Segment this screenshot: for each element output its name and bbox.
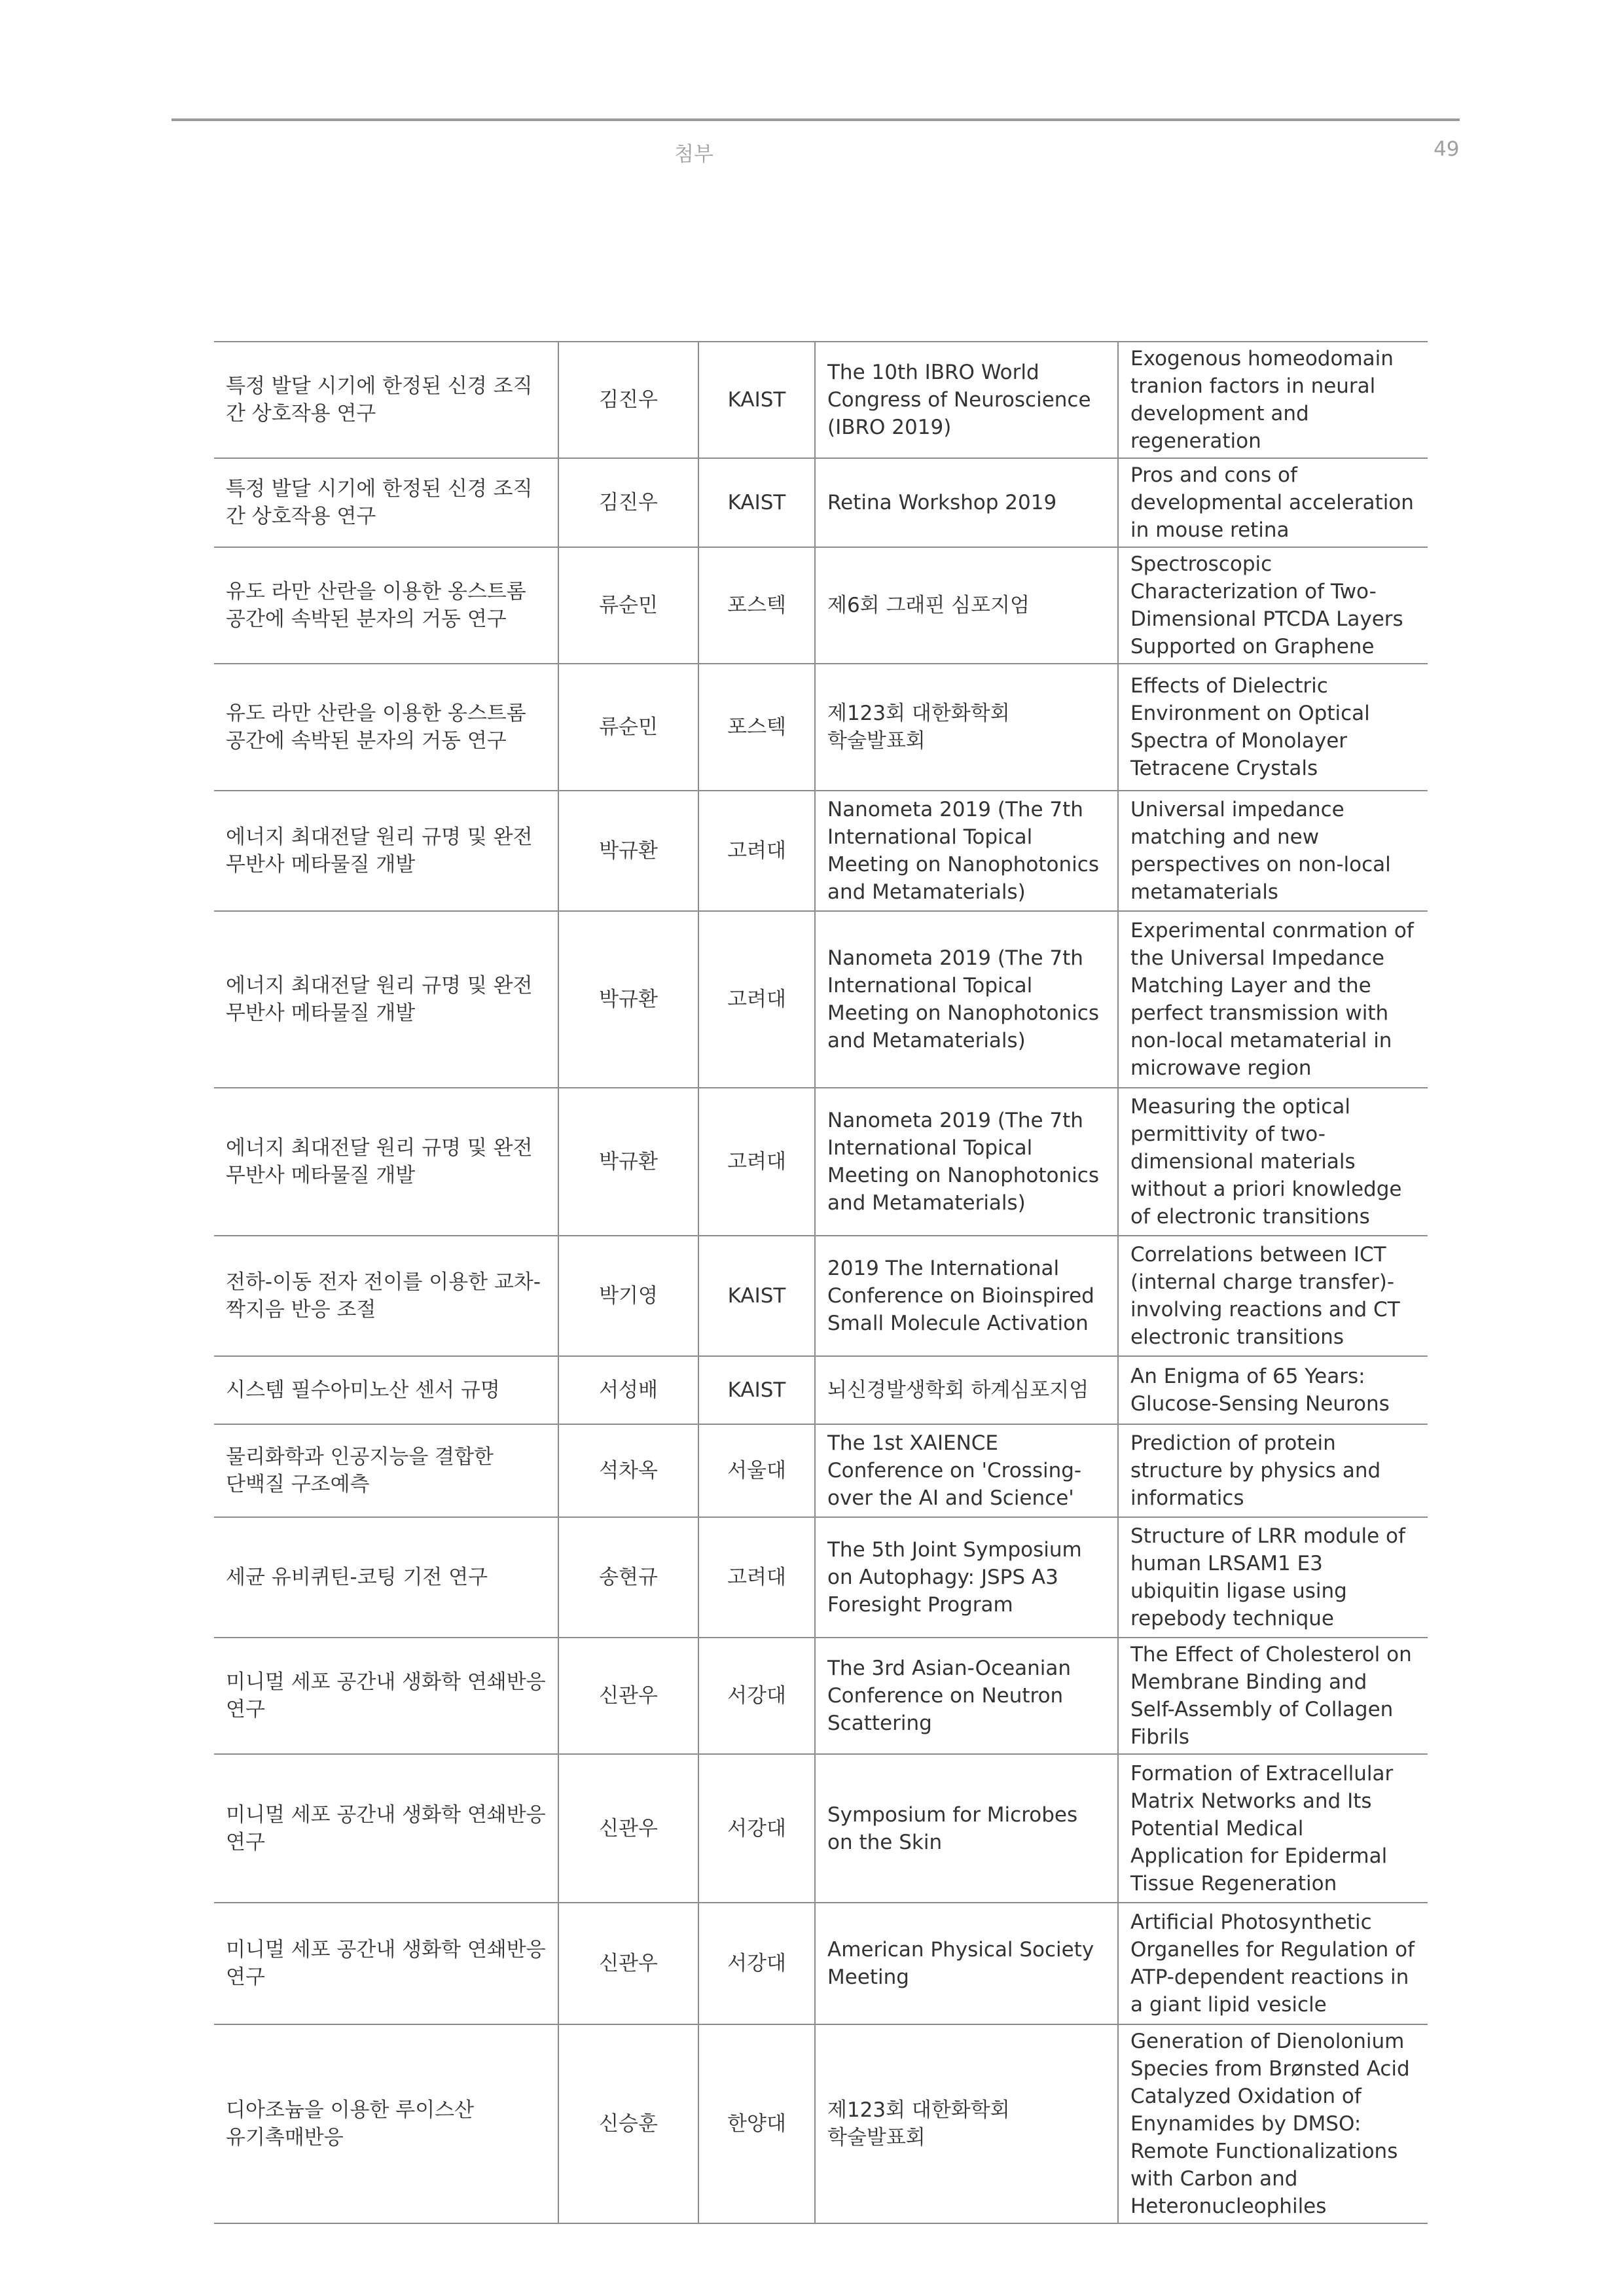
researcher-name-cell: 류순민	[558, 664, 698, 791]
researcher-name-cell: 박기영	[558, 1236, 698, 1356]
table-row	[214, 458, 1428, 547]
paper-title-cell: Measuring the optical permittivity of two-dimensional materials without a priori knowledge of electronic transitions	[1118, 1088, 1428, 1236]
research-title-cell: 미니멀 세포 공간내 생화학 연쇄반응 연구	[214, 1638, 558, 1754]
researcher-name-cell: 김진우	[558, 458, 698, 547]
researcher-name-cell: 류순민	[558, 547, 698, 664]
table-row	[214, 1088, 1428, 1236]
institution-cell: 고려대	[698, 791, 815, 911]
researcher-name-cell: 송현규	[558, 1517, 698, 1638]
researcher-name-cell: 박규환	[558, 791, 698, 911]
conference-cell: 제123회 대한화학회 학술발표회	[815, 664, 1118, 791]
institution-cell: KAIST	[698, 1356, 815, 1424]
paper-title-cell: An Enigma of 65 Years: Glucose-Sensing Neurons	[1118, 1356, 1428, 1424]
conference-cell: 2019 The International Conference on Bioinspired Small Molecule Activation	[815, 1236, 1118, 1356]
researcher-name-cell: 석차옥	[558, 1424, 698, 1517]
table-row	[214, 1424, 1428, 1517]
paper-title-cell: Effects of Dielectric Environment on Optical Spectra of Monolayer Tetracene Crystals	[1118, 664, 1428, 791]
institution-cell: 서강대	[698, 1638, 815, 1754]
paper-title-cell: Pros and cons of developmental acceleration in mouse retina	[1118, 458, 1428, 547]
table-row	[214, 1754, 1428, 1903]
researcher-name-cell: 박규환	[558, 911, 698, 1088]
researcher-name-cell: 신승훈	[558, 2024, 698, 2223]
institution-cell: 한양대	[698, 2024, 815, 2223]
paper-title-cell: Formation of Extracellular Matrix Networks and Its Potential Medical Application for Epidermal Tissue Regeneration	[1118, 1754, 1428, 1903]
research-title-cell: 에너지 최대전달 원리 규명 및 완전 무반사 메타물질 개발	[214, 791, 558, 911]
researcher-name-cell: 서성배	[558, 1356, 698, 1424]
conference-cell: 뇌신경발생학회 하계심포지엄	[815, 1356, 1118, 1424]
research-title-cell: 디아조늄을 이용한 루이스산 유기촉매반응	[214, 2024, 558, 2223]
conference-cell: Retina Workshop 2019	[815, 458, 1118, 547]
research-title-cell: 유도 라만 산란을 이용한 옹스트롬 공간에 속박된 분자의 거동 연구	[214, 547, 558, 664]
researcher-name-cell: 김진우	[558, 342, 698, 458]
institution-cell: 고려대	[698, 1088, 815, 1236]
institution-cell: KAIST	[698, 342, 815, 458]
research-title-cell: 미니멀 세포 공간내 생화학 연쇄반응 연구	[214, 1903, 558, 2024]
research-title-cell: 에너지 최대전달 원리 규명 및 완전 무반사 메타물질 개발	[214, 911, 558, 1088]
research-title-cell: 세균 유비퀴틴-코팅 기전 연구	[214, 1517, 558, 1638]
table-row	[214, 547, 1428, 664]
paper-title-cell: Prediction of protein structure by physics and informatics	[1118, 1424, 1428, 1517]
conference-cell: Nanometa 2019 (The 7th International Topical Meeting on Nanophotonics and Metamaterials)	[815, 1088, 1118, 1236]
conference-cell: Nanometa 2019 (The 7th International Topical Meeting on Nanophotonics and Metamaterials)	[815, 911, 1118, 1088]
research-title-cell: 전하-이동 전자 전이를 이용한 교차-짝지음 반응 조절	[214, 1236, 558, 1356]
conference-cell: 제123회 대한화학회 학술발표회	[815, 2024, 1118, 2223]
institution-cell: 서울대	[698, 1424, 815, 1517]
researcher-name-cell: 박규환	[558, 1088, 698, 1236]
paper-title-cell: Generation of Dienolonium Species from Brønsted Acid Catalyzed Oxidation of Enynamides by DMSO: Remote Functionalizations with Carbon and Heteronucleophiles	[1118, 2024, 1428, 2223]
table-row	[214, 1517, 1428, 1638]
research-title-cell: 물리화학과 인공지능을 결합한 단백질 구조예측	[214, 1424, 558, 1517]
table-row	[214, 1356, 1428, 1424]
conference-cell: The 3rd Asian-Oceanian Conference on Neutron Scattering	[815, 1638, 1118, 1754]
paper-title-cell: Correlations between ICT (internal charge transfer)-involving reactions and CT electronic transitions	[1118, 1236, 1428, 1356]
institution-cell: KAIST	[698, 458, 815, 547]
page-number: 49	[1434, 137, 1460, 161]
paper-title-cell: The Effect of Cholesterol on Membrane Binding and Self-Assembly of Collagen Fibrils	[1118, 1638, 1428, 1754]
institution-cell: 서강대	[698, 1754, 815, 1903]
research-title-cell: 시스템 필수아미노산 센서 규명	[214, 1356, 558, 1424]
institution-cell: 포스텍	[698, 547, 815, 664]
presentation-table	[214, 341, 1428, 2224]
research-title-cell: 특정 발달 시기에 한정된 신경 조직 간 상호작용 연구	[214, 458, 558, 547]
conference-cell: American Physical Society Meeting	[815, 1903, 1118, 2024]
table-row	[214, 342, 1428, 458]
institution-cell: 포스텍	[698, 664, 815, 791]
paper-title-cell: Spectroscopic Characterization of Two-Dimensional PTCDA Layers Supported on Graphene	[1118, 547, 1428, 664]
institution-cell: 고려대	[698, 911, 815, 1088]
institution-cell: KAIST	[698, 1236, 815, 1356]
research-title-cell: 유도 라만 산란을 이용한 옹스트롬 공간에 속박된 분자의 거동 연구	[214, 664, 558, 791]
researcher-name-cell: 신관우	[558, 1903, 698, 2024]
institution-cell: 고려대	[698, 1517, 815, 1638]
conference-cell: The 1st XAIENCE Conference on 'Crossing-over the AI and Science'	[815, 1424, 1118, 1517]
conference-cell: Nanometa 2019 (The 7th International Topical Meeting on Nanophotonics and Metamaterials)	[815, 791, 1118, 911]
paper-title-cell: Artificial Photosynthetic Organelles for Regulation of ATP-dependent reactions in a giant lipid vesicle	[1118, 1903, 1428, 2024]
research-title-cell: 미니멀 세포 공간내 생화학 연쇄반응 연구	[214, 1754, 558, 1903]
researcher-name-cell: 신관우	[558, 1638, 698, 1754]
header-rule	[171, 118, 1460, 121]
research-title-cell: 특정 발달 시기에 한정된 신경 조직 간 상호작용 연구	[214, 342, 558, 458]
conference-cell: Symposium for Microbes on the Skin	[815, 1754, 1118, 1903]
table-body	[214, 342, 1428, 2223]
table-row	[214, 791, 1428, 911]
researcher-name-cell: 신관우	[558, 1754, 698, 1903]
table-row	[214, 1903, 1428, 2024]
research-title-cell: 에너지 최대전달 원리 규명 및 완전 무반사 메타물질 개발	[214, 1088, 558, 1236]
institution-cell: 서강대	[698, 1903, 815, 2024]
table-row	[214, 1236, 1428, 1356]
conference-cell: The 10th IBRO World Congress of Neuroscience (IBRO 2019)	[815, 342, 1118, 458]
paper-title-cell: Universal impedance matching and new perspectives on non-local metamaterials	[1118, 791, 1428, 911]
table-row	[214, 1638, 1428, 1754]
paper-title-cell: Structure of LRR module of human LRSAM1 E3 ubiquitin ligase using repebody technique	[1118, 1517, 1428, 1638]
table-row	[214, 664, 1428, 791]
paper-title-cell: Exogenous homeodomain tranion factors in neural development and regeneration	[1118, 342, 1428, 458]
section-label: 첨부	[674, 143, 713, 166]
table-row	[214, 2024, 1428, 2223]
table-row	[214, 911, 1428, 1088]
conference-cell: The 5th Joint Symposium on Autophagy: JSPS A3 Foresight Program	[815, 1517, 1118, 1638]
conference-cell: 제6회 그래핀 심포지엄	[815, 547, 1118, 664]
paper-title-cell: Experimental conrmation of the Universal Impedance Matching Layer and the perfect transmission with non-local metamaterial in microwave region	[1118, 911, 1428, 1088]
